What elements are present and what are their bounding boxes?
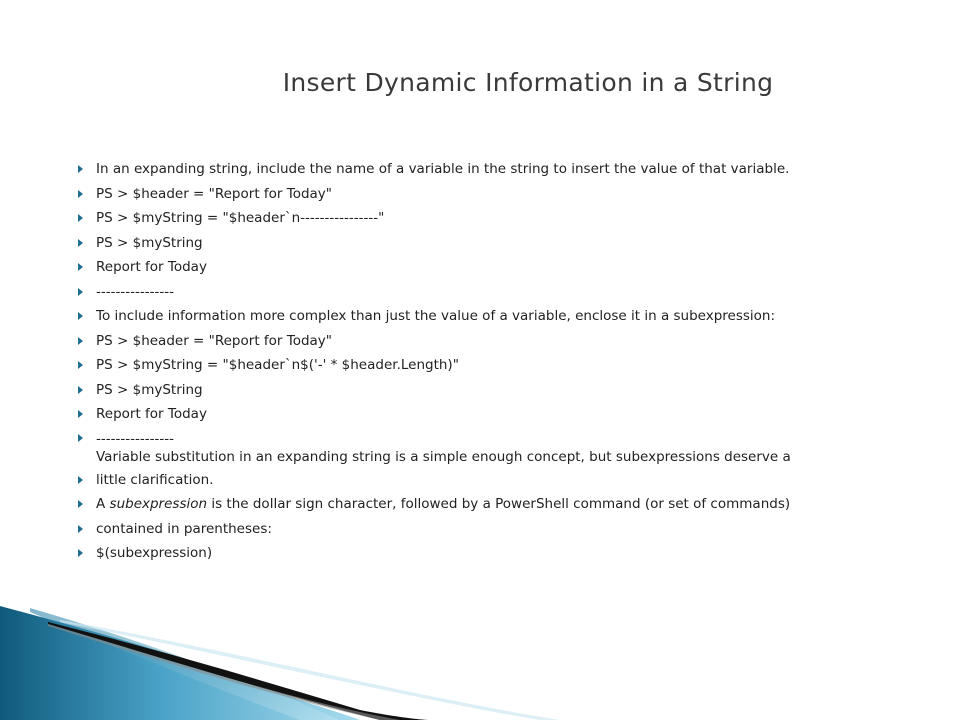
bullet-text: PS > $myString <box>96 234 203 251</box>
swoosh-thin-light <box>60 620 560 720</box>
bullet-text: In an expanding string, include the name of a variable in the string to insert the value of that variable. <box>96 161 790 177</box>
list-item <box>78 517 938 542</box>
list-item <box>78 157 938 182</box>
arrow-bullet-icon <box>78 263 83 271</box>
arrow-bullet-icon <box>78 434 83 442</box>
wave-highlight <box>30 608 340 720</box>
bullet-text: little clarification. <box>96 471 214 488</box>
swoosh-grey-edge <box>48 624 400 720</box>
list-item <box>78 492 938 517</box>
bullet-list <box>78 157 938 566</box>
list-item <box>78 541 938 566</box>
bullet-text: PS > $myString <box>96 381 203 398</box>
bullet-text: ---------------- <box>96 283 174 300</box>
bullet-text: $(subexpression) <box>96 545 213 561</box>
bullet-text: Report for Today <box>96 406 207 422</box>
list-item <box>78 304 938 329</box>
list-item <box>78 402 938 427</box>
arrow-bullet-icon <box>78 410 83 418</box>
list-item <box>78 231 938 256</box>
arrow-bullet-icon <box>78 476 83 484</box>
arrow-bullet-icon <box>78 165 83 173</box>
list-item <box>78 182 938 207</box>
bullet-text: PS > $myString = "$header`n----------------" <box>96 210 385 226</box>
list-item <box>78 255 938 280</box>
bullet-text: contained in parentheses: <box>96 520 272 537</box>
bullet-text: PS > $header = "Report for Today" <box>96 185 333 202</box>
bullet-text: PS > $header = "Report for Today" <box>96 332 333 349</box>
bullet-text: PS > $myString = "$header`n$('-' * $header.Length)" <box>96 357 459 373</box>
swoosh-shape <box>48 622 430 720</box>
arrow-bullet-icon <box>78 500 83 508</box>
bullet-text-line: ---------------- <box>96 430 174 447</box>
arrow-bullet-icon <box>78 288 83 296</box>
bullet-text-rest: is the dollar sign character, followed by a PowerShell command (or set of commands) <box>207 496 791 512</box>
wave-shape <box>0 606 360 720</box>
bullet-text-lead: A <box>96 496 110 512</box>
slide-title: Insert Dynamic Information in a String <box>282 68 774 97</box>
bullet-text <box>96 496 790 512</box>
emphasized-term: subexpression <box>109 496 208 512</box>
list-item <box>78 427 938 468</box>
arrow-bullet-icon <box>78 386 83 394</box>
list-item <box>78 206 938 231</box>
list-item <box>78 280 938 305</box>
arrow-bullet-icon <box>78 549 83 557</box>
arrow-bullet-icon <box>78 190 83 198</box>
arrow-bullet-icon <box>78 361 83 369</box>
list-item <box>78 353 938 378</box>
list-item <box>78 329 938 354</box>
arrow-bullet-icon <box>78 214 83 222</box>
arrow-bullet-icon <box>78 239 83 247</box>
arrow-bullet-icon <box>78 525 83 533</box>
list-item <box>78 378 938 403</box>
list-item <box>78 468 938 493</box>
arrow-bullet-icon <box>78 312 83 320</box>
bullet-text-line: Variable substitution in an expanding string is a simple enough concept, but subexpressions deserve a <box>96 448 791 465</box>
bullet-text: To include information more complex than just the value of a variable, enclose it in a subexpression: <box>96 308 776 324</box>
arrow-bullet-icon <box>78 337 83 345</box>
bullet-text: Report for Today <box>96 259 207 275</box>
